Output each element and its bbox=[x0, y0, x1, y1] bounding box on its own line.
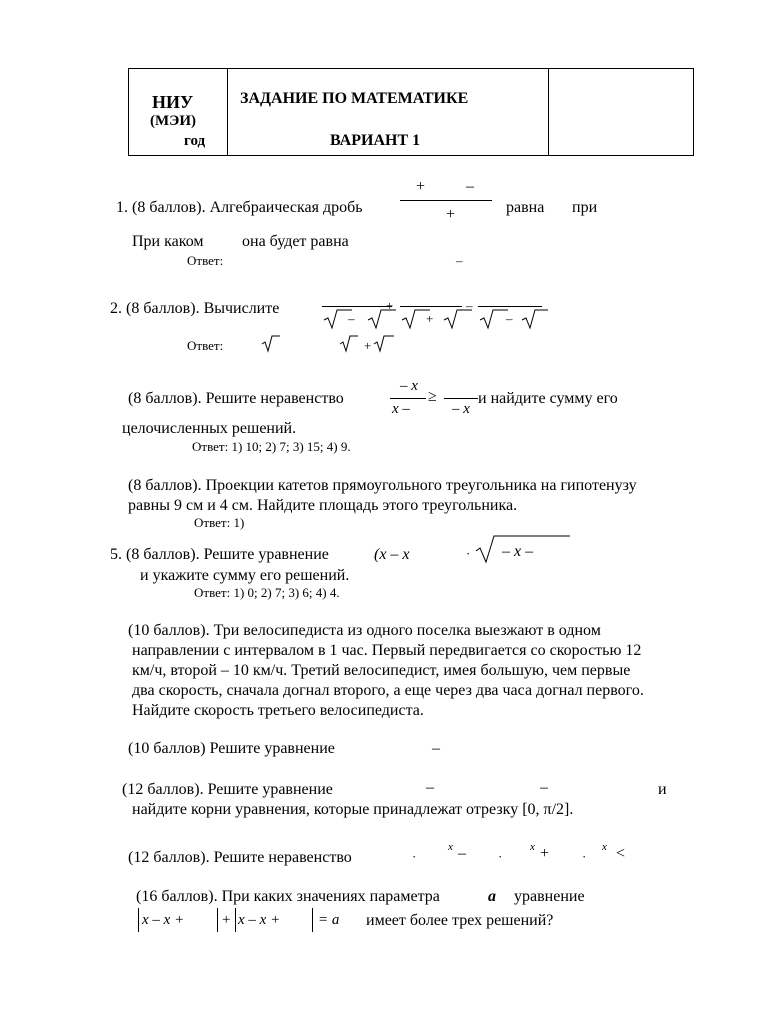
p10-abs2-right bbox=[312, 908, 313, 932]
p7-sign: – bbox=[432, 740, 440, 757]
p2-frac1-bar bbox=[322, 306, 392, 307]
p1-den-plus: + bbox=[446, 206, 456, 223]
p3-tail: и найдите сумму его bbox=[478, 390, 618, 407]
p3-den-left: x – bbox=[392, 401, 410, 417]
p3-line2: целочисленных решений. bbox=[122, 420, 297, 437]
p9-text: (12 баллов). Решите неравенство bbox=[128, 849, 352, 866]
p1-at: при bbox=[572, 199, 598, 216]
p5-text: 5. (8 баллов). Решите уравнение bbox=[110, 546, 329, 563]
page-title: ЗАДАНИЕ ПО МАТЕМАТИКЕ bbox=[240, 90, 469, 107]
p6-line2: направлении с интервалом в 1 час. Первый передвигается со скоростью 12 bbox=[132, 642, 642, 659]
p5-expr1: (x – x bbox=[374, 546, 410, 563]
p10-e3: x – x + bbox=[238, 912, 281, 928]
org-line1: НИУ bbox=[152, 92, 194, 112]
p4-line1: (8 баллов). Проекции катетов прямоугольного треугольника на гипотенузу bbox=[128, 477, 637, 494]
p10-eq: = a bbox=[318, 912, 340, 928]
p10-tail: имеет более трех решений? bbox=[366, 912, 554, 929]
p8-text: (12 баллов). Решите уравнение bbox=[122, 781, 333, 798]
p1-num-plus: + bbox=[416, 178, 426, 195]
p2-den2-plus: + bbox=[426, 311, 434, 326]
p1-fraction-bar bbox=[400, 200, 492, 201]
p10-e2: + bbox=[222, 912, 231, 928]
p2-den3-minus: – bbox=[506, 311, 513, 326]
p3-frac2-bar bbox=[444, 398, 478, 399]
p9-dot2: · bbox=[498, 849, 503, 864]
p3-text: (8 баллов). Решите неравенство bbox=[128, 390, 344, 407]
p10-param: a bbox=[488, 888, 496, 905]
p10-text-a: (16 баллов). При каких значениях параметра bbox=[136, 888, 440, 905]
p9-plus: + bbox=[540, 845, 550, 862]
p10-abs1-right bbox=[217, 908, 218, 932]
p8-sign1: – bbox=[426, 779, 434, 796]
p8-line2: найдите корни уравнения, которые принадлежат отрезку [0, π/2]. bbox=[132, 801, 574, 818]
p9-x3: x bbox=[602, 841, 607, 853]
p6-line1: (10 баллов). Три велосипедиста из одного поселка выезжают в одном bbox=[128, 622, 601, 639]
p2-denominators bbox=[322, 308, 552, 330]
p4-answer: Ответ: 1) bbox=[194, 515, 245, 530]
p9-lt: < bbox=[616, 845, 626, 862]
p9-x1: x bbox=[448, 841, 453, 853]
p8-and: и bbox=[658, 781, 667, 798]
p10-e1: x – x + bbox=[142, 912, 185, 928]
p3-den-right: – x bbox=[452, 401, 470, 417]
p7-text: (10 баллов) Решите уравнение bbox=[128, 740, 335, 757]
p9-dot1: · bbox=[412, 849, 417, 864]
p10-abs2-left bbox=[235, 908, 236, 932]
p8-sign2: – bbox=[540, 779, 548, 796]
org-line2: (МЭИ) bbox=[150, 113, 196, 129]
variant-label: ВАРИАНТ 1 bbox=[330, 132, 421, 149]
p2-answer-plus: + bbox=[364, 338, 372, 353]
p5-sqrt-expr: – x – bbox=[502, 543, 534, 560]
p9-x2: x bbox=[530, 841, 535, 853]
p1-equals: равна bbox=[506, 199, 545, 216]
p1-line2a: При каком bbox=[132, 233, 204, 250]
org-line3: год bbox=[184, 133, 206, 149]
p3-num: – x bbox=[400, 378, 418, 394]
p2-op-plus: + bbox=[386, 298, 394, 313]
p3-answer: Ответ: 1) 10; 2) 7; 3) 15; 4) 9. bbox=[192, 439, 351, 454]
p6-line4: два скорость, сначала догнал второго, а еще через два часа догнал первого. bbox=[132, 682, 644, 699]
p10-abs1-left bbox=[138, 908, 139, 932]
p9-minus: – bbox=[458, 845, 466, 862]
p5-dot: · bbox=[466, 546, 471, 561]
p2-text: 2. (8 баллов). Вычислите bbox=[110, 300, 280, 317]
header-cell-divider bbox=[548, 69, 549, 155]
p2-answer-label: Ответ: bbox=[187, 338, 224, 353]
p1-answer-sign: – bbox=[456, 253, 463, 268]
p1-line2b: она будет равна bbox=[242, 233, 349, 250]
p2-den1-minus: – bbox=[348, 311, 355, 326]
p1-answer-label: Ответ: bbox=[187, 253, 224, 268]
p2-frac2-bar bbox=[400, 306, 462, 307]
p6-line3: км/ч, второй – 10 км/ч. Третий велосипедист, имея большую, чем первые bbox=[132, 662, 631, 679]
p5-line2: и укажите сумму его решений. bbox=[140, 567, 350, 584]
p5-answer: Ответ: 1) 0; 2) 7; 3) 6; 4) 4. bbox=[194, 585, 340, 600]
p1-text: 1. (8 баллов). Алгебраическая дробь bbox=[116, 199, 363, 216]
p9-dot3: · bbox=[582, 849, 587, 864]
p4-line2: равны 9 см и 4 см. Найдите площадь этого треугольника. bbox=[128, 497, 518, 514]
p3-geq: ≥ bbox=[428, 388, 437, 405]
p2-op-minus: – bbox=[466, 298, 473, 313]
p6-line5: Найдите скорость третьего велосипедиста. bbox=[132, 702, 424, 719]
p10-text-b: уравнение bbox=[514, 888, 585, 905]
p1-num-minus: – bbox=[466, 178, 474, 195]
p2-answer-radicals bbox=[260, 334, 400, 354]
p2-frac3-bar bbox=[478, 306, 542, 307]
p3-frac1-bar bbox=[390, 398, 426, 399]
